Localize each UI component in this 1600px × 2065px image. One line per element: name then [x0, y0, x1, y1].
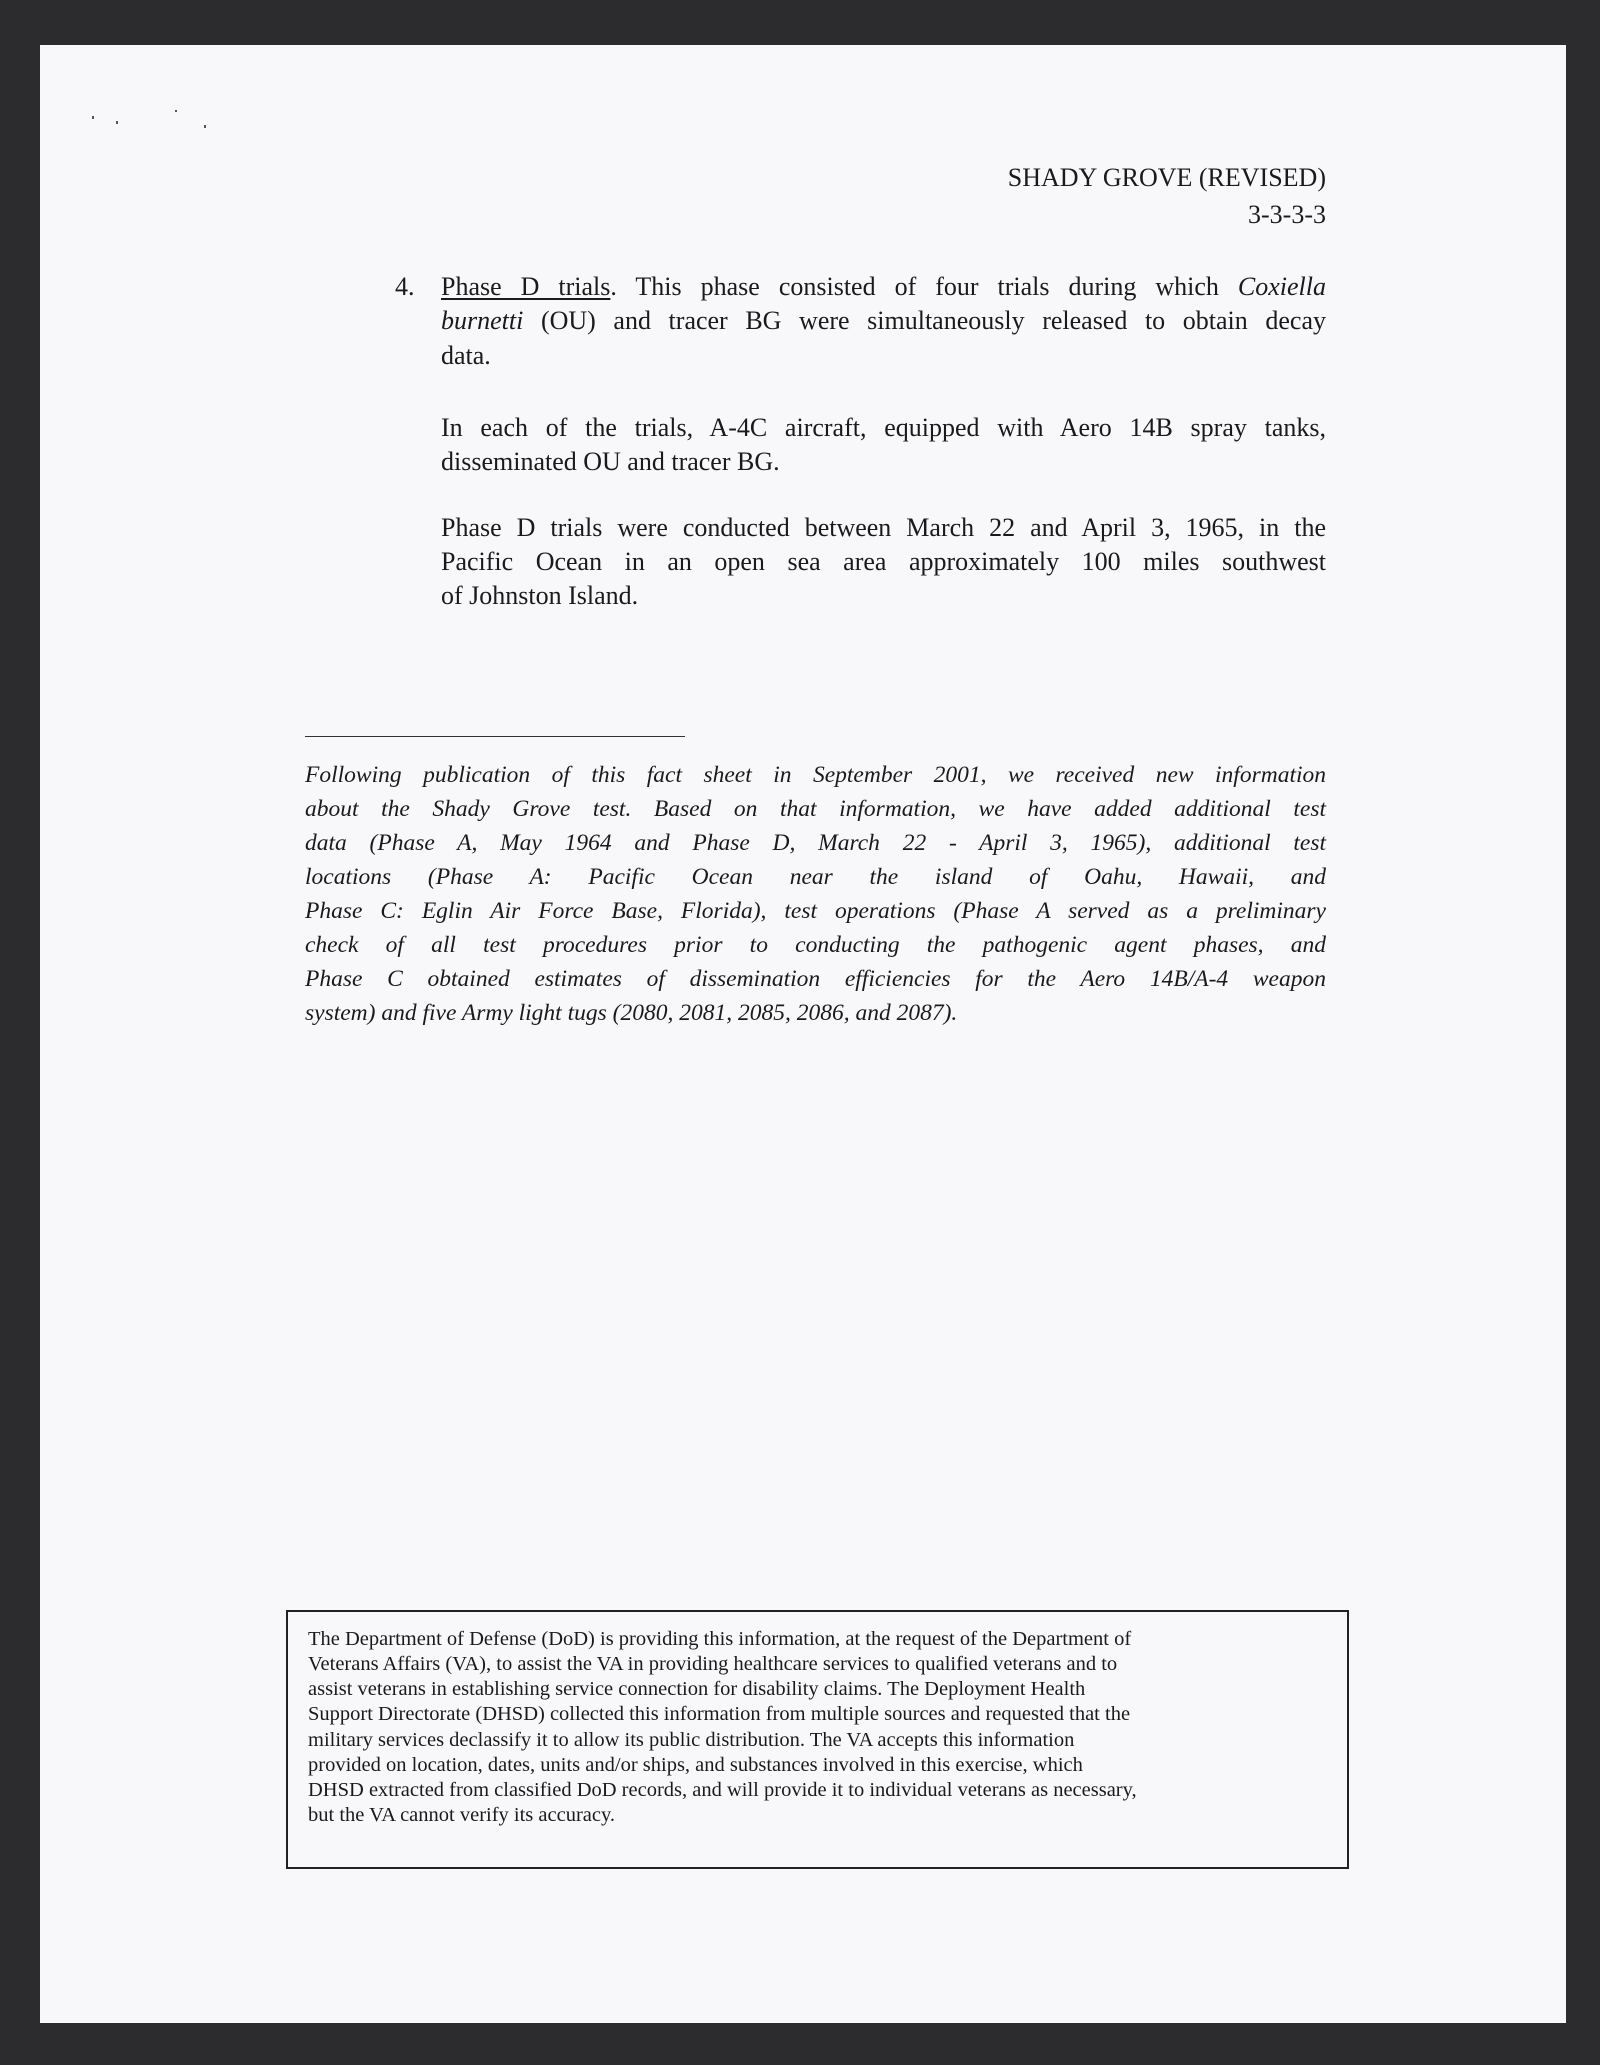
disclaimer-line: assist veterans in establishing service connection for disability claims. The Deployment Health	[308, 1678, 1086, 1700]
disclaimer-line: The Department of Defense (DoD) is providing this information, at the request of the Department of	[308, 1628, 1132, 1650]
footnote-line: system) and five Army light tugs (2080, 2081, 2085, 2086, and 2087).	[305, 1000, 958, 1026]
italic-term: burnetti	[441, 306, 524, 335]
disclaimer-line: but the VA cannot verify its accuracy.	[308, 1804, 616, 1826]
paragraph-line: disseminated OU and tracer BG.	[441, 447, 780, 476]
disclaimer-line: provided on location, dates, units and/or ships, and substances involved in this exercise, which	[308, 1754, 1083, 1776]
scan-speck	[204, 125, 206, 128]
disclaimer-line: Veterans Affairs (VA), to assist the VA in providing healthcare services to qualified veterans and to	[308, 1653, 1118, 1675]
italic-term: Coxiella	[1237, 272, 1326, 301]
footnote-line: check of all test procedures prior to conducting the pathogenic agent phases, and	[305, 932, 1326, 958]
paragraph-line: Pacific Ocean in an open sea area approximately 100 miles southwest	[441, 547, 1326, 576]
disclaimer-box	[286, 1610, 1349, 1869]
footnote-line: Phase C: Eglin Air Force Base, Florida), test operations (Phase A served as a preliminary	[305, 898, 1326, 924]
section-line: data.	[441, 341, 491, 370]
disclaimer-line: Support Directorate (DHSD) collected this information from multiple sources and requested that the	[308, 1703, 1131, 1725]
section-number: 4.	[395, 272, 415, 301]
text-span: . This phase consisted of four trials during which	[610, 272, 1238, 301]
paragraph-line: In each of the trials, A-4C aircraft, equipped with Aero 14B spray tanks,	[441, 413, 1326, 442]
footnote-line: data (Phase A, May 1964 and Phase D, March 22 - April 3, 1965), additional test	[305, 830, 1326, 856]
disclaimer-line: DHSD extracted from classified DoD records, and will provide it to individual veterans as necessary,	[308, 1779, 1137, 1801]
section-line	[441, 306, 1326, 336]
footnote-line: Phase C obtained estimates of dissemination efficiencies for the Aero 14B/A-4 weapon	[305, 966, 1326, 992]
document-title: SHADY GROVE (REVISED)	[1007, 163, 1326, 192]
footnote-line: locations (Phase A: Pacific Ocean near the island of Oahu, Hawaii, and	[305, 864, 1326, 890]
footnote-line: about the Shady Grove test. Based on that information, we have added additional test	[305, 796, 1326, 822]
paragraph-line: Phase D trials were conducted between March 22 and April 3, 1965, in the	[441, 513, 1326, 542]
footnote-divider	[305, 736, 685, 737]
text-span: (OU) and tracer BG were simultaneously released to obtain decay	[523, 306, 1326, 335]
paragraph-line: of Johnston Island.	[441, 581, 639, 610]
scan-speck	[116, 121, 118, 124]
section-line	[441, 272, 1326, 302]
page-number: 3-3-3-3	[1248, 200, 1326, 229]
section-heading: Phase D trials	[441, 272, 611, 301]
footnote-line: Following publication of this fact sheet in September 2001, we received new information	[305, 762, 1326, 788]
scan-speck	[175, 110, 177, 112]
disclaimer-line: military services declassify it to allow its public distribution. The VA accepts this information	[308, 1729, 1075, 1751]
scan-speck	[92, 116, 94, 119]
